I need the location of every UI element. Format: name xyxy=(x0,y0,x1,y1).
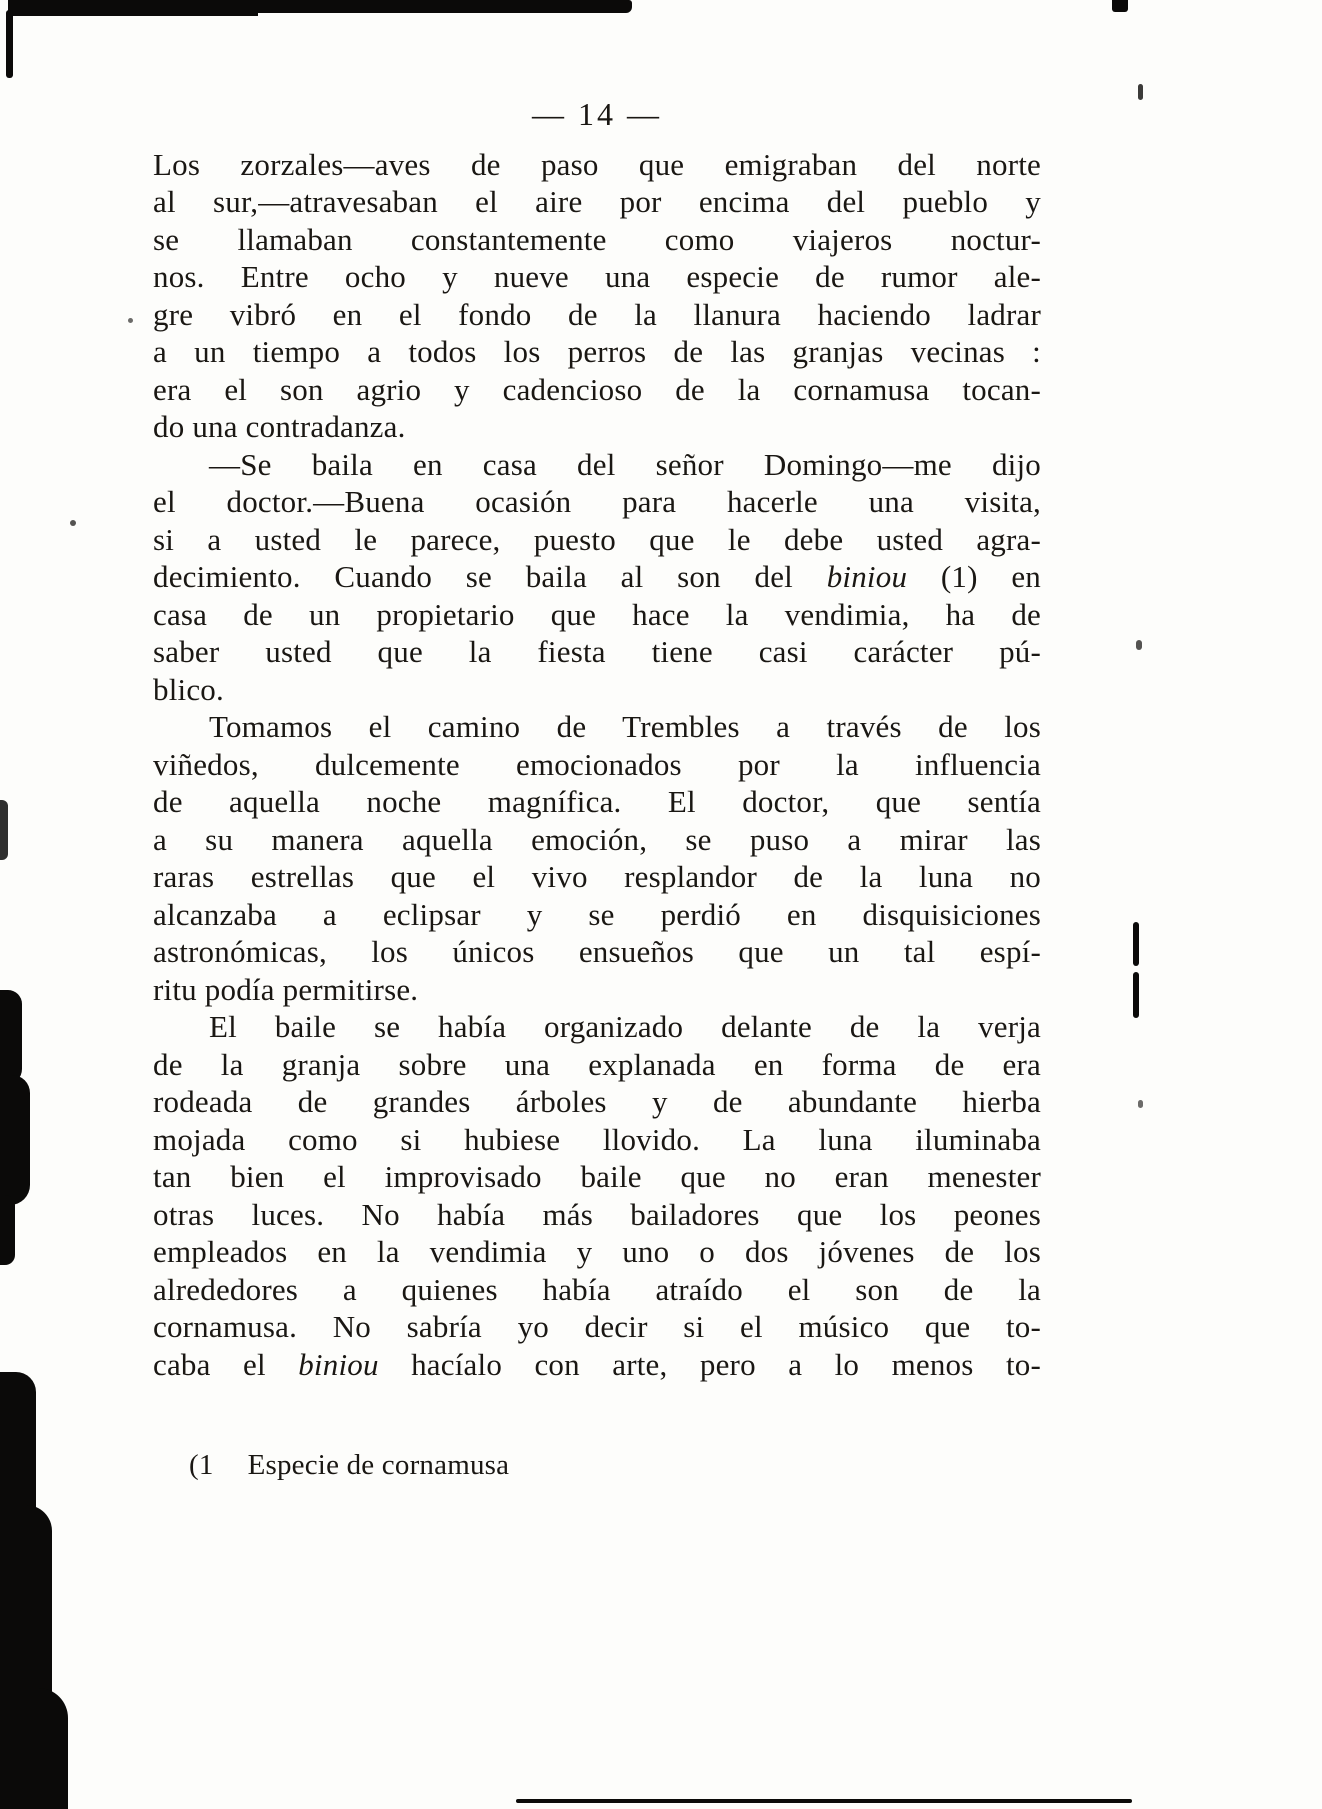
scan-artifact-right-dot xyxy=(1136,640,1142,650)
text-line: tan bien el improvisado baile que no eran menester xyxy=(153,1159,1041,1194)
scan-artifact-top-bar xyxy=(8,0,632,13)
text-line: a su manera aquella emoción, se puso a mirar las xyxy=(153,821,1041,857)
text-line: de la granja sobre una explanada en forma de era xyxy=(153,1046,1041,1082)
scan-artifact-left-blob xyxy=(0,1195,15,1265)
paragraph xyxy=(153,446,1041,709)
text-line: El baile se había organizado delante de la verja xyxy=(209,1009,1041,1044)
scan-artifact-top-right xyxy=(1112,0,1128,12)
footnote xyxy=(153,1447,1041,1485)
text-line: Los zorzales—aves de paso que emigraban del norte xyxy=(153,146,1041,182)
scan-artifact-bottom-blob xyxy=(0,1505,52,1715)
text-line: a un tiempo a todos los perros de las granjas vecinas : xyxy=(153,334,1041,369)
text-line: otras luces. No había más bailadores que los peones xyxy=(153,1196,1041,1232)
text-line: empleados en la vendimia y uno o dos jóvenes de los xyxy=(153,1234,1041,1269)
scan-artifact-bottom-line xyxy=(516,1799,1132,1803)
text-line: caba el biniou hacíalo con arte, pero a lo menos to- xyxy=(153,1346,1041,1382)
paragraph xyxy=(153,146,1041,446)
footnote-marker: (1 xyxy=(189,1449,214,1481)
paragraphs xyxy=(153,146,1041,1384)
paragraph xyxy=(153,1008,1041,1383)
text-line: se llamaban constantemente como viajeros noctur- xyxy=(153,221,1041,257)
text-line: casa de un propietario que hace la vendimia, ha de xyxy=(153,596,1041,632)
text-line: viñedos, dulcemente emocionados por la influencia xyxy=(153,746,1041,782)
page-text-block xyxy=(153,96,1041,1485)
text-line: era el son agrio y cadencioso de la cornamusa tocan- xyxy=(153,371,1041,407)
text-line: alrededores a quienes había atraído el son de la xyxy=(153,1271,1041,1307)
footnote-text: Especie de cornamusa xyxy=(247,1449,510,1481)
text-line: blico. xyxy=(153,671,224,707)
text-line: cornamusa. No sabría yo decir si el músico que to- xyxy=(153,1309,1041,1344)
text-line: decimiento. Cuando se baila al son del biniou (1) en xyxy=(153,559,1041,594)
text-line: alcanzaba a eclipsar y se perdió en disquisiciones xyxy=(153,896,1041,932)
text-line: de aquella noche magnífica. El doctor, que sentía xyxy=(153,784,1041,819)
scan-artifact-top-bar-thin xyxy=(8,13,258,16)
text-line: do una contradanza. xyxy=(153,409,406,444)
scan-artifact-left-blob xyxy=(0,1075,30,1205)
scan-artifact-right-tick xyxy=(1138,84,1143,100)
text-line: el doctor.—Buena ocasión para hacerle una visita, xyxy=(153,484,1041,519)
text-line: nos. Entre ocho y nueve una especie de rumor ale- xyxy=(153,259,1041,294)
scan-artifact-left-dot xyxy=(128,318,133,323)
scan-artifact-left-blob xyxy=(0,800,8,860)
scan-artifact-left-blob xyxy=(0,990,22,1085)
scan-artifact-right-dot xyxy=(1138,1100,1143,1108)
text-line: rodeada de grandes árboles y de abundante hierba xyxy=(153,1084,1041,1119)
text-line: astronómicas, los únicos ensueños que un tal espí- xyxy=(153,934,1041,969)
paragraph xyxy=(153,708,1041,1008)
text-line: ritu podía permitirse. xyxy=(153,971,419,1007)
scan-artifact-left-dot xyxy=(70,520,76,526)
text-line: al sur,—atravesaban el aire por encima del pueblo y xyxy=(153,184,1041,219)
scan-artifact-left-bracket xyxy=(6,10,13,78)
text-line: Tomamos el camino de Trembles a través de los xyxy=(209,709,1041,744)
text-line: si a usted le parece, puesto que le debe usted agra- xyxy=(153,521,1041,557)
text-line: saber usted que la fiesta tiene casi carácter pú- xyxy=(153,634,1041,669)
text-line: gre vibró en el fondo de la llanura haciendo ladrar xyxy=(153,296,1041,332)
page-number: — 14 — xyxy=(532,96,662,132)
text-line: mojada como si hubiese llovido. La luna iluminaba xyxy=(153,1121,1041,1157)
scan-artifact-right-dash xyxy=(1133,922,1139,966)
text-line: —Se baila en casa del señor Domingo—me dijo xyxy=(209,446,1041,482)
text-line: raras estrellas que el vivo resplandor de la luna no xyxy=(153,859,1041,894)
scan-artifact-right-dash xyxy=(1133,972,1139,1018)
scan-artifact-bottom-blob xyxy=(0,1688,68,1809)
